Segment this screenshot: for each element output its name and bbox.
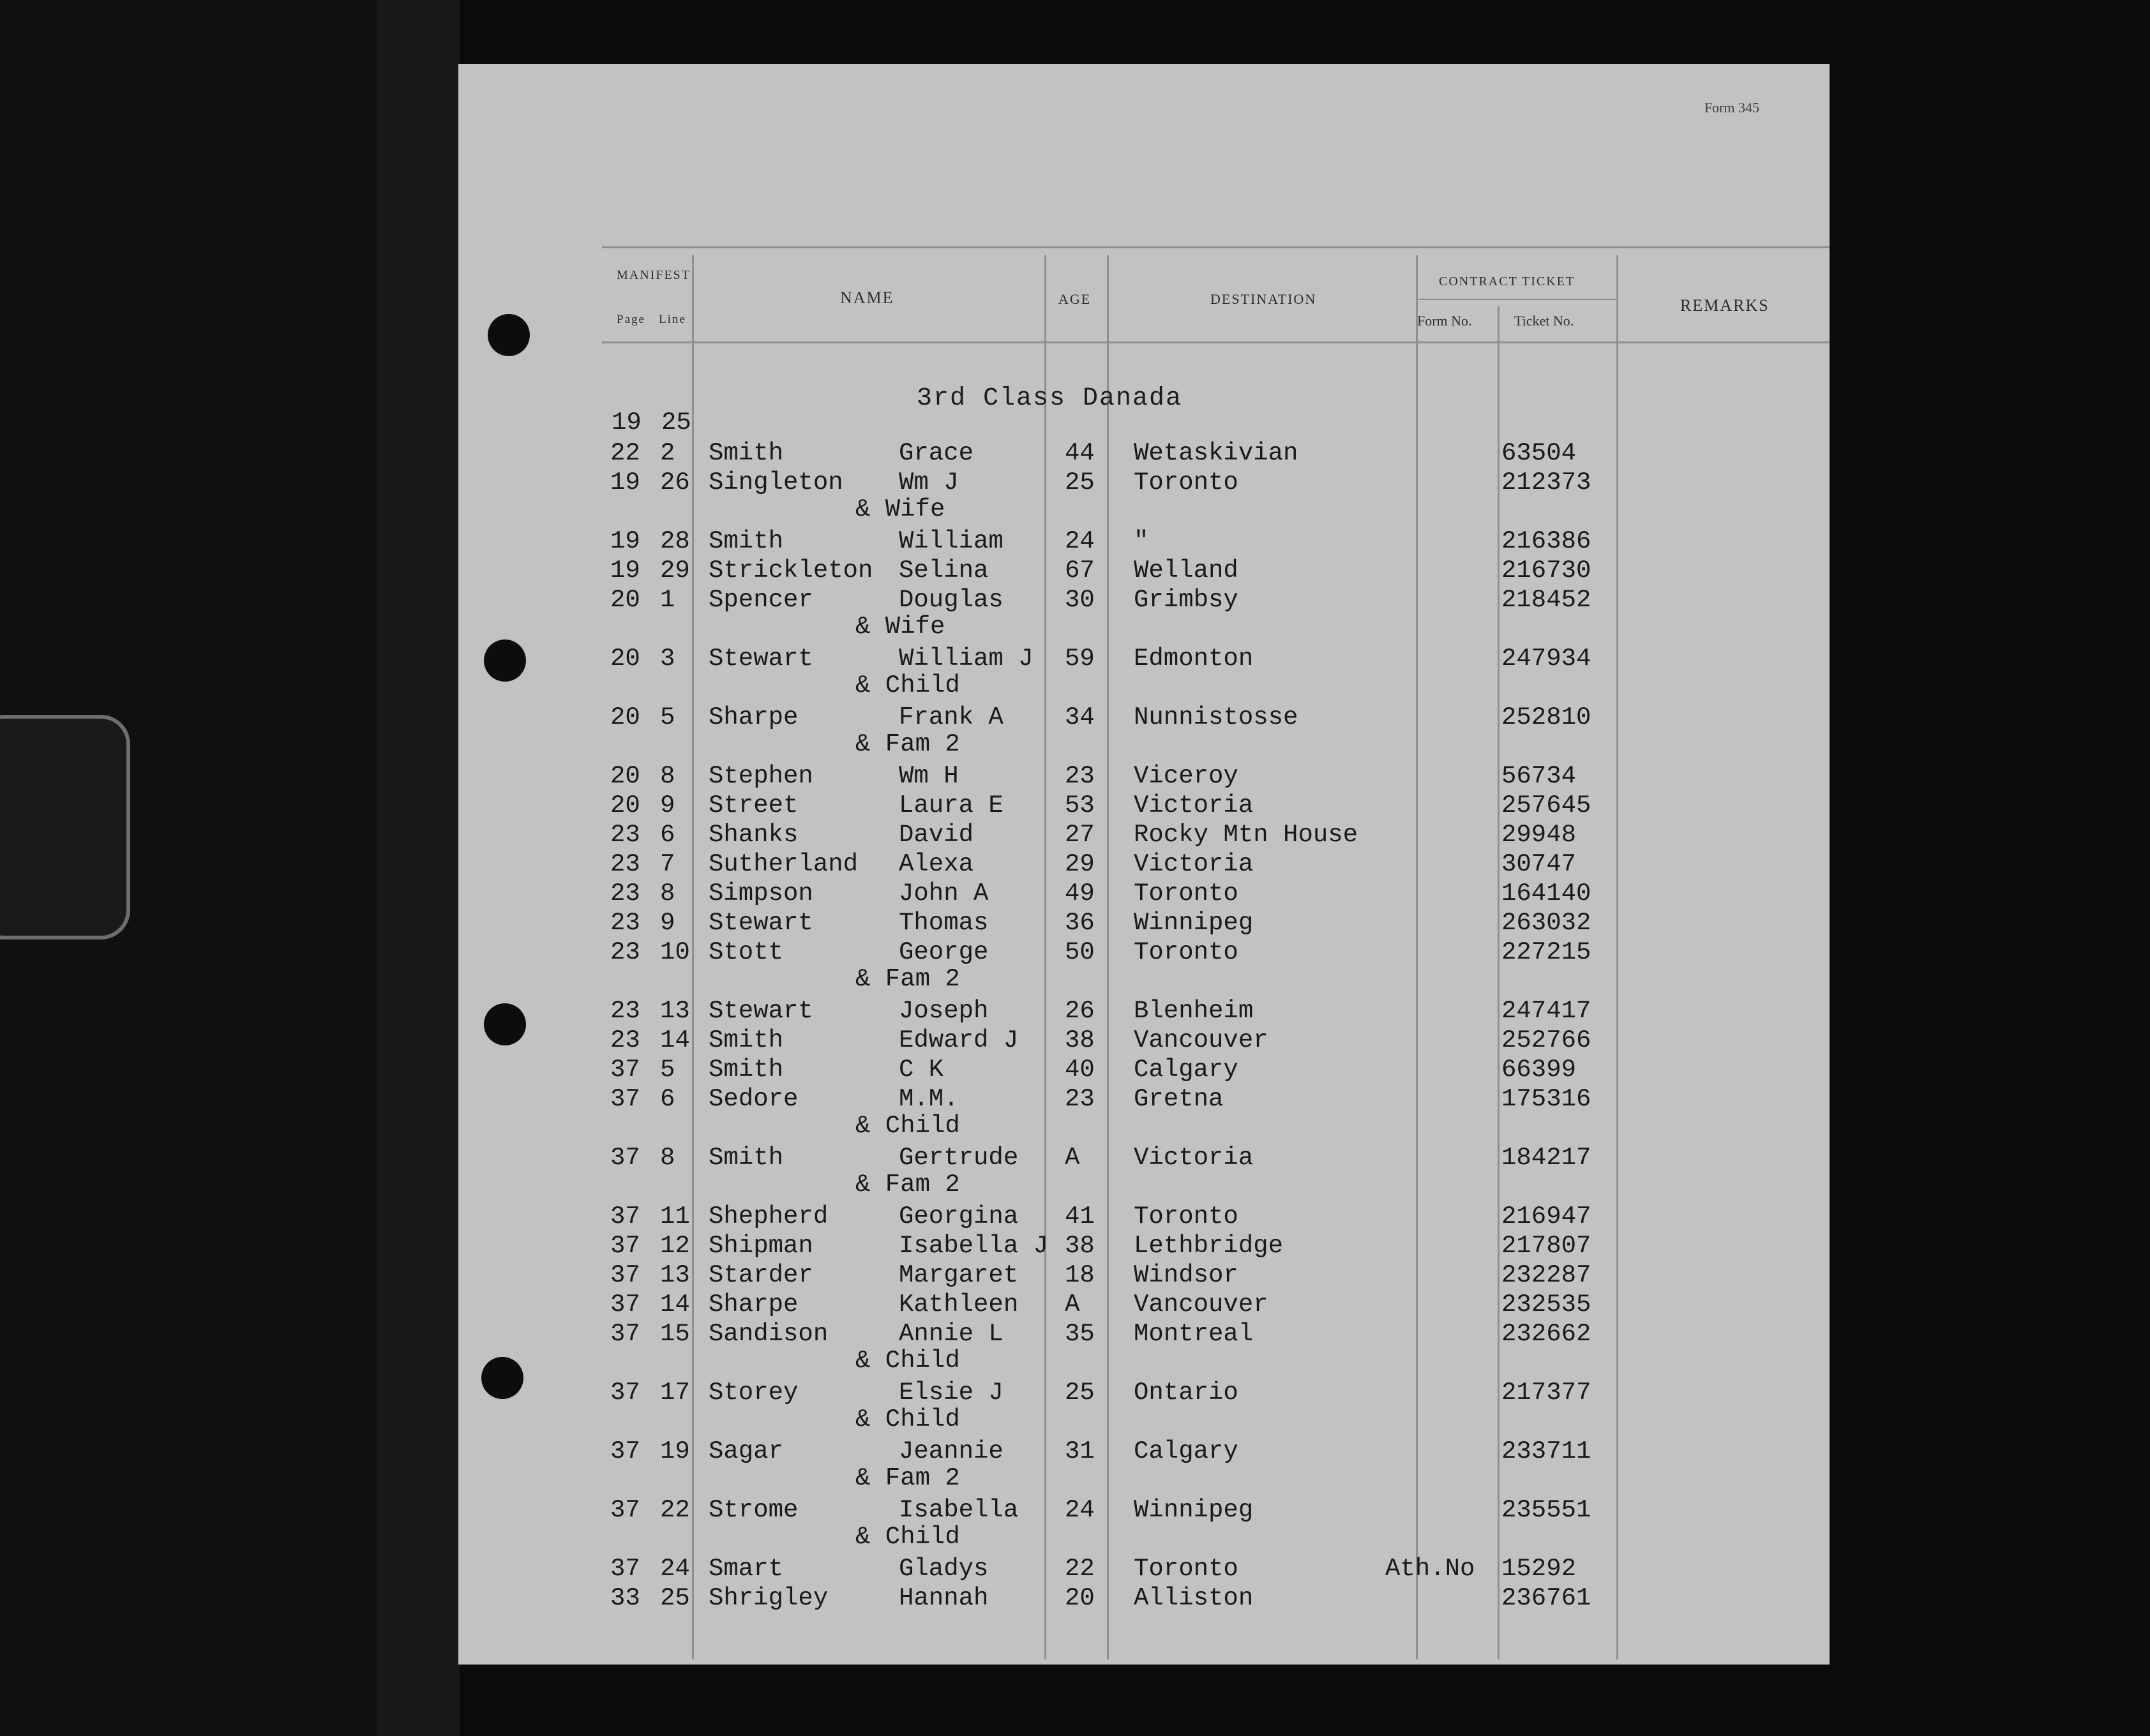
surname: Stewart	[709, 645, 813, 673]
surname: Smith	[709, 1144, 784, 1172]
destination: "	[1134, 527, 1149, 555]
given-name: Grace	[899, 439, 974, 467]
surname: Starder	[709, 1261, 813, 1289]
ticket-number: 63504	[1501, 439, 1577, 467]
given-name: David	[899, 821, 974, 849]
companion-note: & Fam 2	[855, 1171, 960, 1199]
ticket-number: 184217	[1501, 1144, 1591, 1172]
page-number: 37	[610, 1232, 640, 1260]
destination: Lethbridge	[1134, 1232, 1284, 1260]
companion-note: & Fam 2	[855, 730, 960, 758]
header-form-no: Form No.	[1417, 313, 1472, 329]
header-age: AGE	[1058, 291, 1092, 307]
page-number: 37	[610, 1496, 640, 1524]
ticket-number: 216386	[1501, 527, 1591, 555]
age: A	[1065, 1144, 1080, 1172]
given-name: John A	[899, 879, 989, 908]
header-name: NAME	[840, 288, 894, 307]
surname: Shepherd	[709, 1202, 829, 1231]
age: 26	[1065, 997, 1095, 1025]
surname: Stott	[709, 938, 784, 966]
age: A	[1065, 1291, 1080, 1319]
line-number: 17	[660, 1379, 690, 1407]
column-rule	[1616, 255, 1618, 1659]
page-number: 33	[610, 1584, 640, 1612]
page-number: 22	[610, 439, 640, 467]
line-number: 8	[660, 762, 675, 790]
given-name: William J	[899, 645, 1034, 673]
age: 41	[1065, 1202, 1095, 1231]
line-number: 5	[660, 703, 675, 731]
ticket-number: 175316	[1501, 1085, 1591, 1113]
page-number: 19	[610, 557, 640, 585]
punch-hole-icon	[481, 1357, 523, 1399]
given-name: Wm H	[899, 762, 959, 790]
line-number: 9	[660, 909, 675, 937]
age: 23	[1065, 762, 1095, 790]
given-name: Kathleen	[899, 1291, 1019, 1319]
surname: Shanks	[709, 821, 799, 849]
age: 38	[1065, 1232, 1095, 1260]
destination: Gretna	[1134, 1085, 1224, 1113]
ticket-number: 232535	[1501, 1291, 1591, 1319]
page-number: 37	[610, 1291, 640, 1319]
line-number: 12	[660, 1232, 690, 1260]
page-number: 19	[612, 408, 642, 437]
surname: Simpson	[709, 879, 813, 908]
page-number: 37	[610, 1202, 640, 1231]
header-manifest: MANIFEST	[617, 268, 691, 282]
ticket-number: 217377	[1501, 1379, 1591, 1407]
age: 18	[1065, 1261, 1095, 1289]
ticket-number: 216947	[1501, 1202, 1591, 1231]
line-number: 6	[660, 821, 675, 849]
given-name: Edward J	[899, 1026, 1019, 1054]
surname: Spencer	[709, 586, 813, 614]
age: 25	[1065, 468, 1095, 497]
surname: Street	[709, 791, 799, 819]
surname: Singleton	[709, 468, 843, 497]
surname: Smith	[709, 1056, 784, 1084]
page-number: 23	[610, 850, 640, 878]
age: 36	[1065, 909, 1095, 937]
given-name: Laura E	[899, 791, 1004, 819]
column-rule	[1107, 255, 1109, 1659]
destination: Toronto	[1134, 879, 1238, 908]
destination: Ontario	[1134, 1379, 1238, 1407]
age: 53	[1065, 791, 1095, 819]
given-name: Joseph	[899, 997, 989, 1025]
age: 44	[1065, 439, 1095, 467]
surname: Sandison	[709, 1320, 829, 1348]
given-name: William	[899, 527, 1004, 555]
destination: Blenheim	[1134, 997, 1254, 1025]
form-number: Ath.No	[1385, 1555, 1475, 1583]
header-contract-ticket: CONTRACT TICKET	[1439, 274, 1575, 288]
ticket-number: 233711	[1501, 1437, 1591, 1465]
ticket-number: 236761	[1501, 1584, 1591, 1612]
given-name: Hannah	[899, 1584, 989, 1612]
page-number: 37	[610, 1144, 640, 1172]
ticket-number: 216730	[1501, 557, 1591, 585]
binder-tab	[0, 715, 130, 939]
given-name: Alexa	[899, 850, 974, 878]
line-number: 25	[661, 408, 691, 437]
given-name: C K	[899, 1056, 944, 1084]
age: 24	[1065, 527, 1095, 555]
column-rule	[1498, 306, 1500, 1659]
surname: Sedore	[709, 1085, 799, 1113]
page-number: 19	[610, 468, 640, 497]
companion-note: & Child	[855, 1523, 960, 1551]
given-name: Thomas	[899, 909, 989, 937]
companion-note: & Wife	[855, 613, 945, 641]
surname: Sharpe	[709, 1291, 799, 1319]
destination: Victoria	[1134, 1144, 1254, 1172]
age: 20	[1065, 1584, 1095, 1612]
destination: Edmonton	[1134, 645, 1254, 673]
age: 35	[1065, 1320, 1095, 1348]
surname: Stephen	[709, 762, 813, 790]
punch-hole-icon	[484, 640, 526, 682]
destination: Montreal	[1134, 1320, 1254, 1348]
destination: Grimbsy	[1134, 586, 1238, 614]
companion-note: & Fam 2	[855, 965, 960, 993]
companion-note: & Fam 2	[855, 1464, 960, 1492]
line-number: 6	[660, 1085, 675, 1113]
age: 24	[1065, 1496, 1095, 1524]
destination: Calgary	[1134, 1056, 1238, 1084]
companion-note: & Child	[855, 1347, 960, 1375]
destination: Toronto	[1134, 938, 1238, 966]
page-number: 37	[610, 1555, 640, 1583]
surname: Smith	[709, 1026, 784, 1054]
page-number: 20	[610, 791, 640, 819]
destination: Toronto	[1134, 1555, 1238, 1583]
line-number: 10	[660, 938, 690, 966]
line-number: 29	[660, 557, 690, 585]
line-number: 3	[660, 645, 675, 673]
surname: Shrigley	[709, 1584, 829, 1612]
line-number: 22	[660, 1496, 690, 1524]
destination: Vancouver	[1134, 1291, 1268, 1319]
surname: Strickleton	[709, 557, 873, 585]
destination: Vancouver	[1134, 1026, 1268, 1054]
page-number: 20	[610, 586, 640, 614]
ticket-number: 30747	[1501, 850, 1577, 878]
ticket-number: 247417	[1501, 997, 1591, 1025]
surname: Stewart	[709, 997, 813, 1025]
surname: Smith	[709, 439, 784, 467]
given-name: Wm J	[899, 468, 959, 497]
punch-hole-icon	[484, 1003, 526, 1045]
given-name: Elsie J	[899, 1379, 1004, 1407]
line-number: 24	[660, 1555, 690, 1583]
ticket-number: 56734	[1501, 762, 1577, 790]
header-remarks: REMARKS	[1680, 296, 1770, 315]
line-number: 8	[660, 879, 675, 908]
surname: Sutherland	[709, 850, 859, 878]
ticket-number: 227215	[1501, 938, 1591, 966]
companion-note: & Child	[855, 1112, 960, 1140]
page-number: 37	[610, 1320, 640, 1348]
header-top-rule	[602, 246, 1830, 248]
destination: Alliston	[1134, 1584, 1254, 1612]
header-page: Page	[617, 313, 645, 326]
destination: Winnipeg	[1134, 909, 1254, 937]
line-number: 9	[660, 791, 675, 819]
given-name: Annie L	[899, 1320, 1004, 1348]
column-rule	[692, 255, 694, 1659]
age: 23	[1065, 1085, 1095, 1113]
age: 40	[1065, 1056, 1095, 1084]
line-number: 8	[660, 1144, 675, 1172]
surname: Sharpe	[709, 703, 799, 731]
line-number: 2	[660, 439, 675, 467]
destination: Victoria	[1134, 791, 1254, 819]
ticket-number: 263032	[1501, 909, 1591, 937]
page-number: 23	[610, 997, 640, 1025]
page-number: 19	[610, 527, 640, 555]
age: 29	[1065, 850, 1095, 878]
destination: Welland	[1134, 557, 1238, 585]
surname: Shipman	[709, 1232, 813, 1260]
age: 49	[1065, 879, 1095, 908]
ticket-number: 29948	[1501, 821, 1577, 849]
given-name: M.M.	[899, 1085, 959, 1113]
age: 50	[1065, 938, 1095, 966]
given-name: George	[899, 938, 989, 966]
manifest-sheet	[458, 64, 1830, 1665]
age: 27	[1065, 821, 1095, 849]
companion-note: & Child	[855, 1405, 960, 1433]
ticket-number: 217807	[1501, 1232, 1591, 1260]
destination: Windsor	[1134, 1261, 1238, 1289]
destination: Viceroy	[1134, 762, 1238, 790]
age: 38	[1065, 1026, 1095, 1054]
page-number: 23	[610, 938, 640, 966]
given-name: Frank A	[899, 703, 1004, 731]
line-number: 15	[660, 1320, 690, 1348]
destination: Calgary	[1134, 1437, 1238, 1465]
destination: Victoria	[1134, 850, 1254, 878]
line-number: 7	[660, 850, 675, 878]
surname: Sagar	[709, 1437, 784, 1465]
page-number: 37	[610, 1085, 640, 1113]
page-number: 20	[610, 762, 640, 790]
line-number: 13	[660, 997, 690, 1025]
surname: Strome	[709, 1496, 799, 1524]
header-bottom-rule	[602, 341, 1830, 343]
ticket-number: 164140	[1501, 879, 1591, 908]
page-number: 23	[610, 879, 640, 908]
page-number: 37	[610, 1437, 640, 1465]
given-name: Gertrude	[899, 1144, 1019, 1172]
page-number: 23	[610, 1026, 640, 1054]
age: 22	[1065, 1555, 1095, 1583]
header-ticket-no: Ticket No.	[1514, 313, 1574, 329]
surname: Storey	[709, 1379, 799, 1407]
line-number: 14	[660, 1291, 690, 1319]
ticket-number: 66399	[1501, 1056, 1577, 1084]
section-title: 3rd Class Danada	[917, 384, 1183, 413]
page-number: 20	[610, 645, 640, 673]
header-destination: DESTINATION	[1210, 291, 1317, 307]
companion-note: & Child	[855, 671, 960, 700]
column-rule	[1044, 255, 1046, 1659]
age: 31	[1065, 1437, 1095, 1465]
ticket-number: 232287	[1501, 1261, 1591, 1289]
ticket-number: 235551	[1501, 1496, 1591, 1524]
ticket-number: 252766	[1501, 1026, 1591, 1054]
age: 67	[1065, 557, 1095, 585]
line-number: 5	[660, 1056, 675, 1084]
given-name: Douglas	[899, 586, 1004, 614]
ticket-number: 252810	[1501, 703, 1591, 731]
page-number: 23	[610, 909, 640, 937]
page-number: 23	[610, 821, 640, 849]
line-number: 25	[660, 1584, 690, 1612]
given-name: Margaret	[899, 1261, 1019, 1289]
line-number: 1	[660, 586, 675, 614]
ticket-number: 257645	[1501, 791, 1591, 819]
page-number: 37	[610, 1261, 640, 1289]
destination: Toronto	[1134, 1202, 1238, 1231]
given-name: Gladys	[899, 1555, 989, 1583]
given-name: Isabella	[899, 1496, 1019, 1524]
line-number: 19	[660, 1437, 690, 1465]
punch-hole-icon	[488, 314, 530, 356]
surname: Smart	[709, 1555, 784, 1583]
contract-rule	[1416, 299, 1616, 300]
given-name: Selina	[899, 557, 989, 585]
line-number: 28	[660, 527, 690, 555]
header-line: Line	[659, 313, 686, 326]
age: 34	[1065, 703, 1095, 731]
age: 25	[1065, 1379, 1095, 1407]
form-label: Form 345	[1704, 100, 1759, 116]
age: 30	[1065, 586, 1095, 614]
given-name: Jeannie	[899, 1437, 1004, 1465]
ticket-number: 232662	[1501, 1320, 1591, 1348]
ticket-number: 247934	[1501, 645, 1591, 673]
destination: Wetaskivian	[1134, 439, 1298, 467]
given-name: Isabella J	[899, 1232, 1049, 1260]
page-number: 37	[610, 1379, 640, 1407]
destination: Rocky Mtn House	[1134, 821, 1358, 849]
line-number: 13	[660, 1261, 690, 1289]
destination: Toronto	[1134, 468, 1238, 497]
surname: Stewart	[709, 909, 813, 937]
column-rule	[1416, 255, 1418, 1659]
destination: Nunnistosse	[1134, 703, 1298, 731]
destination: Winnipeg	[1134, 1496, 1254, 1524]
page-number: 37	[610, 1056, 640, 1084]
ticket-number: 212373	[1501, 468, 1591, 497]
given-name: Georgina	[899, 1202, 1019, 1231]
line-number: 11	[660, 1202, 690, 1231]
ticket-number: 15292	[1501, 1555, 1577, 1583]
line-number: 26	[660, 468, 690, 497]
companion-note: & Wife	[855, 495, 945, 523]
age: 59	[1065, 645, 1095, 673]
binder-strip	[377, 0, 460, 1736]
line-number: 14	[660, 1026, 690, 1054]
ticket-number: 218452	[1501, 586, 1591, 614]
page-number: 20	[610, 703, 640, 731]
surname: Smith	[709, 527, 784, 555]
